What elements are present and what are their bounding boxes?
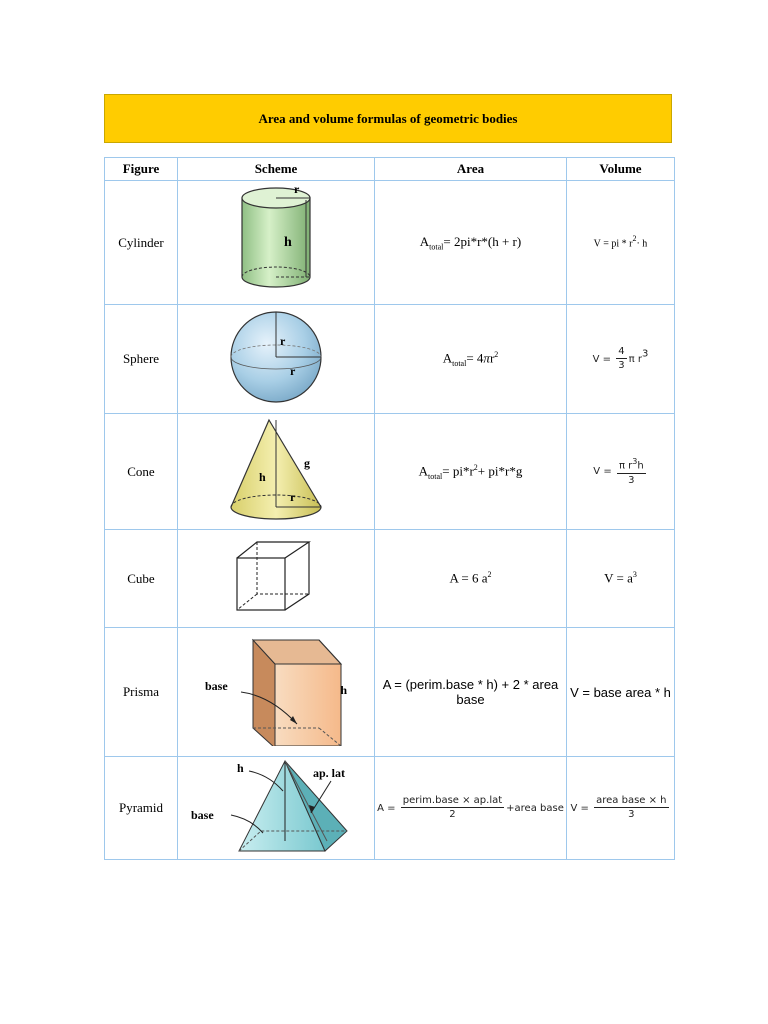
- volume-lhs: V =: [593, 466, 612, 478]
- label-h: h: [237, 761, 244, 775]
- area-radius: r: [489, 350, 495, 366]
- header-volume: Volume: [567, 158, 675, 181]
- figure-name: Cube: [105, 530, 178, 628]
- scheme-cell: [178, 414, 375, 530]
- volume-formula: [567, 414, 675, 530]
- scheme-cell: [178, 305, 375, 414]
- prism-diagram: [201, 634, 351, 746]
- label-r: r: [294, 181, 300, 196]
- fraction-numerator: area base × h: [596, 795, 667, 806]
- area-formula: [375, 181, 567, 305]
- area-formula: [375, 757, 567, 860]
- figure-name: Sphere: [105, 305, 178, 414]
- area-formula: A = (perim.base * h) + 2 * area base: [375, 628, 567, 757]
- area-exponent: 2: [487, 570, 492, 580]
- volume-lhs: V =: [592, 353, 612, 365]
- area-fraction: [401, 795, 504, 821]
- table-row-cone: [105, 414, 675, 530]
- volume-formula: [567, 181, 675, 305]
- table-row-cube: [105, 530, 675, 628]
- label-r: r: [290, 489, 296, 504]
- cube-diagram: [233, 538, 319, 616]
- area-lhs: A =: [377, 802, 396, 814]
- table-row-prisma: [105, 628, 675, 757]
- volume-formula: V = base area * h: [567, 628, 675, 757]
- header-area: Area: [375, 158, 567, 181]
- area-formula: [375, 414, 567, 530]
- volume-formula: [567, 757, 675, 860]
- volume-exponent: 3: [641, 348, 649, 360]
- label-g: g: [304, 455, 310, 470]
- area-symbol: A: [442, 350, 453, 366]
- area-subscript: total: [428, 471, 443, 481]
- label-h: h: [284, 234, 292, 250]
- scheme-cell: [178, 181, 375, 305]
- fraction-numerator: 4: [618, 346, 625, 357]
- header-scheme: Scheme: [178, 158, 375, 181]
- table-title-banner: [104, 94, 672, 143]
- table-row-pyramid: [105, 757, 675, 860]
- volume-expression-end: · h: [636, 238, 648, 250]
- scheme-cell: [178, 757, 375, 860]
- sphere-diagram: [226, 307, 326, 407]
- volume-formula: [567, 530, 675, 628]
- formulas-table: [104, 157, 675, 860]
- volume-fraction: [594, 795, 668, 821]
- label-r-horizontal: r: [290, 364, 296, 378]
- area-symbol: A: [419, 233, 430, 249]
- fraction-denominator: 3: [618, 360, 625, 371]
- volume-expression: π r: [628, 353, 642, 365]
- area-expression: = pi*r: [442, 462, 474, 478]
- fraction-denominator: 3: [628, 474, 635, 486]
- cone-diagram: [221, 415, 331, 525]
- volume-expression: V = pi * r: [593, 238, 633, 250]
- scheme-cell: [178, 530, 375, 628]
- area-pi: π: [483, 350, 490, 366]
- label-ap-lat: ap. lat: [313, 766, 346, 780]
- area-formula: [375, 530, 567, 628]
- area-expression: A = 6 a: [449, 570, 488, 586]
- label-r-vertical: r: [280, 334, 286, 348]
- header-figure: Figure: [105, 158, 178, 181]
- area-expression-end: + pi*r*g: [477, 462, 523, 478]
- label-h: h: [259, 469, 266, 484]
- area-exponent: 2: [494, 350, 499, 360]
- numerator-height: h: [637, 460, 644, 472]
- volume-fraction: [617, 456, 646, 486]
- fraction-numerator: perim.base × ap.lat: [402, 795, 503, 806]
- area-expression: = 2pi*r*(h + r): [443, 233, 522, 249]
- area-expression-end: +area base: [506, 802, 564, 814]
- scheme-cell: [178, 628, 375, 757]
- label-h: h: [340, 683, 347, 697]
- fraction-numerator: [617, 456, 646, 473]
- area-subscript: total: [429, 242, 444, 252]
- fraction-denominator: 3: [628, 809, 635, 820]
- figure-name: Cone: [105, 414, 178, 530]
- label-base: base: [205, 679, 228, 693]
- area-symbol: A: [418, 462, 429, 478]
- area-exponent: 2: [473, 462, 478, 472]
- pyramid-diagram: [191, 757, 361, 855]
- label-base: base: [191, 808, 214, 822]
- table-header-row: [105, 158, 675, 181]
- area-expression: = 4: [466, 350, 484, 366]
- table-title: Area and volume formulas of geometric bodies: [258, 110, 518, 126]
- figure-name: Pyramid: [105, 757, 178, 860]
- volume-fraction: [616, 346, 626, 372]
- volume-lhs: V =: [570, 802, 589, 814]
- figure-name: Cylinder: [105, 181, 178, 305]
- numerator-base: π r: [618, 460, 633, 472]
- area-subscript: total: [452, 358, 467, 368]
- numerator-exponent: 3: [632, 457, 638, 467]
- volume-expression: V = a: [604, 570, 633, 586]
- fraction-denominator: 2: [449, 809, 456, 820]
- table-row-cylinder: [105, 181, 675, 305]
- volume-exponent: 2: [632, 234, 637, 244]
- cylinder-diagram: [216, 182, 336, 300]
- table-row-sphere: [105, 305, 675, 414]
- volume-formula: [567, 305, 675, 414]
- volume-exponent: 3: [632, 570, 637, 580]
- area-formula: [375, 305, 567, 414]
- figure-name: Prisma: [105, 628, 178, 757]
